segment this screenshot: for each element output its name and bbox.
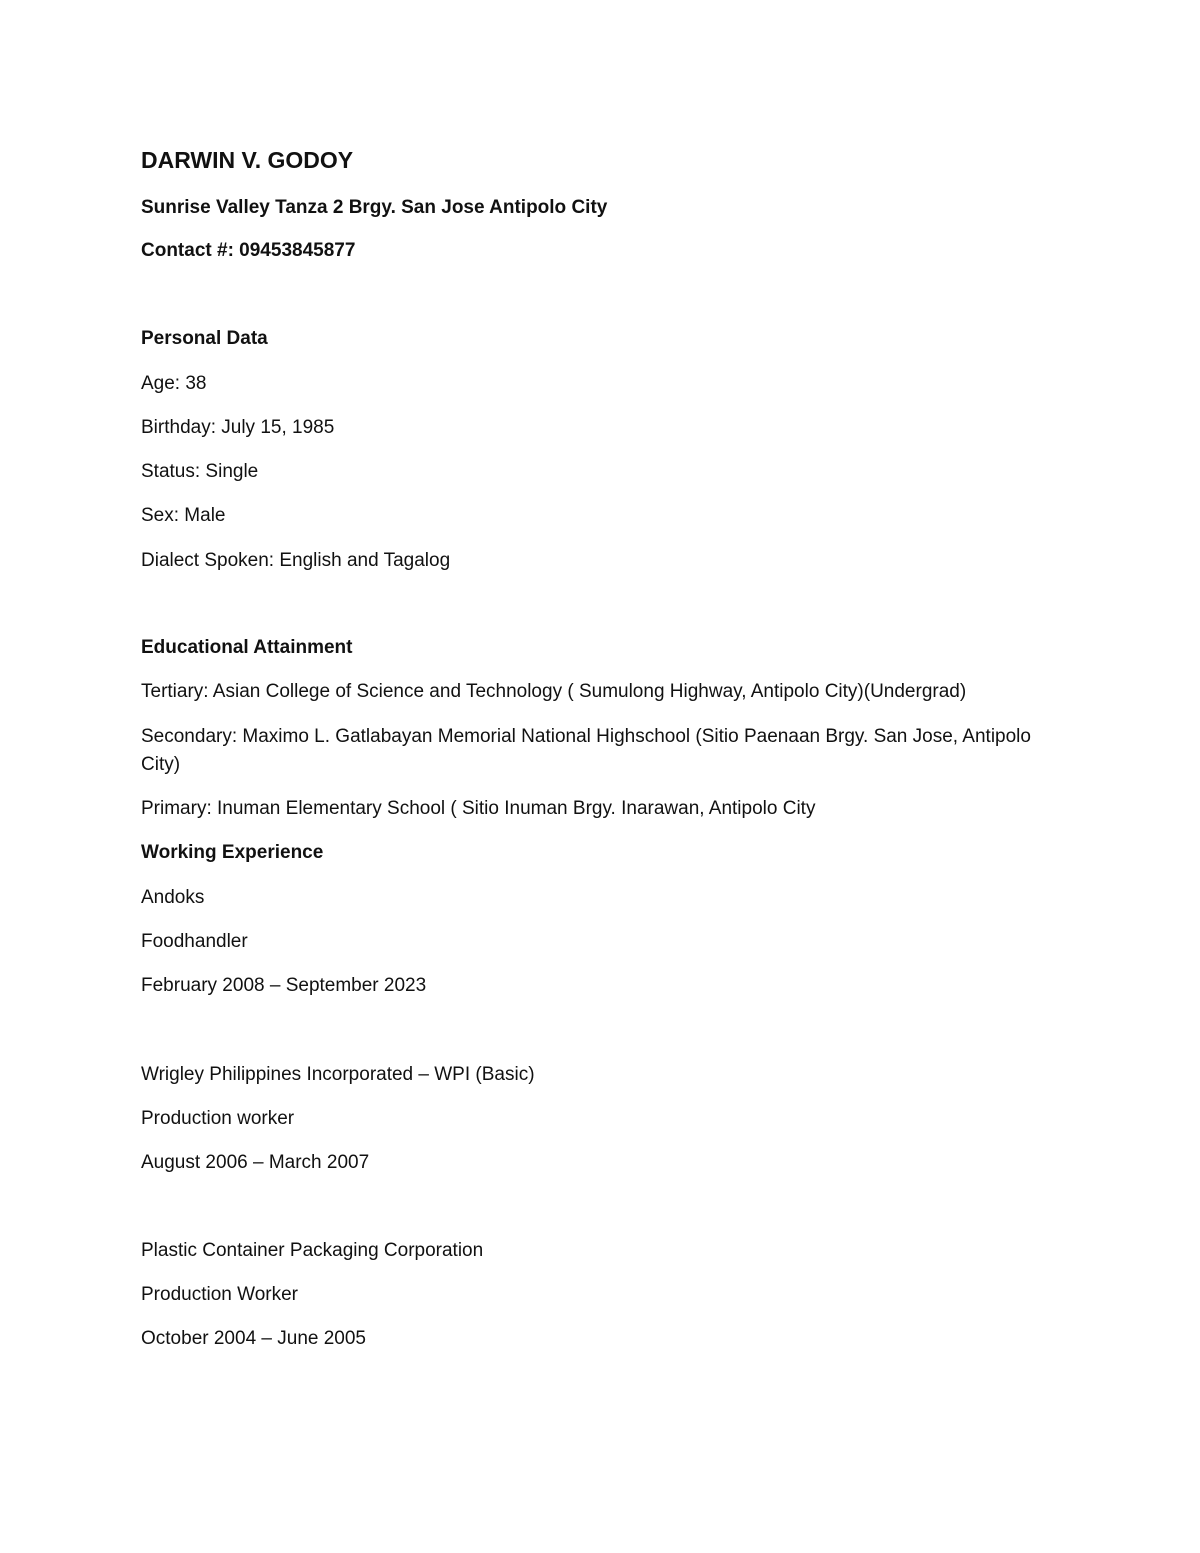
job-period: October 2004 – June 2005 — [141, 1328, 367, 1349]
contact-line: Contact #: 09453845877 — [141, 240, 356, 261]
secondary-line: Secondary: Maximo L. Gatlabayan Memorial National Highschool (Sitio Paenaan Brgy. San Jose, Antipolo City) — [141, 726, 1031, 775]
applicant-name: DARWIN V. GODOY — [141, 147, 354, 173]
personal-data-heading: Personal Data — [141, 328, 268, 349]
dialect-line: Dialect Spoken: English and Tagalog — [141, 550, 451, 571]
age-line: Age: 38 — [141, 373, 207, 394]
birthday-line: Birthday: July 15, 1985 — [141, 417, 335, 438]
job-position: Foodhandler — [141, 931, 248, 952]
experience-heading: Working Experience — [141, 842, 324, 863]
sex-line: Sex: Male — [141, 505, 226, 526]
job-period: February 2008 – September 2023 — [141, 975, 427, 996]
job-company: Andoks — [141, 887, 205, 908]
status-line: Status: Single — [141, 461, 259, 482]
job-period: August 2006 – March 2007 — [141, 1152, 370, 1173]
primary-line: Primary: Inuman Elementary School ( Sitio Inuman Brgy. Inarawan, Antipolo City — [141, 798, 816, 819]
job-position: Production Worker — [141, 1284, 298, 1305]
job-company: Plastic Container Packaging Corporation — [141, 1240, 484, 1261]
job-company: Wrigley Philippines Incorporated – WPI (Basic) — [141, 1064, 535, 1085]
address-line: Sunrise Valley Tanza 2 Brgy. San Jose Antipolo City — [141, 197, 608, 218]
job-position: Production worker — [141, 1108, 295, 1129]
tertiary-line: Tertiary: Asian College of Science and Technology ( Sumulong Highway, Antipolo City)(Undergrad) — [141, 681, 967, 702]
education-heading: Educational Attainment — [141, 637, 353, 658]
